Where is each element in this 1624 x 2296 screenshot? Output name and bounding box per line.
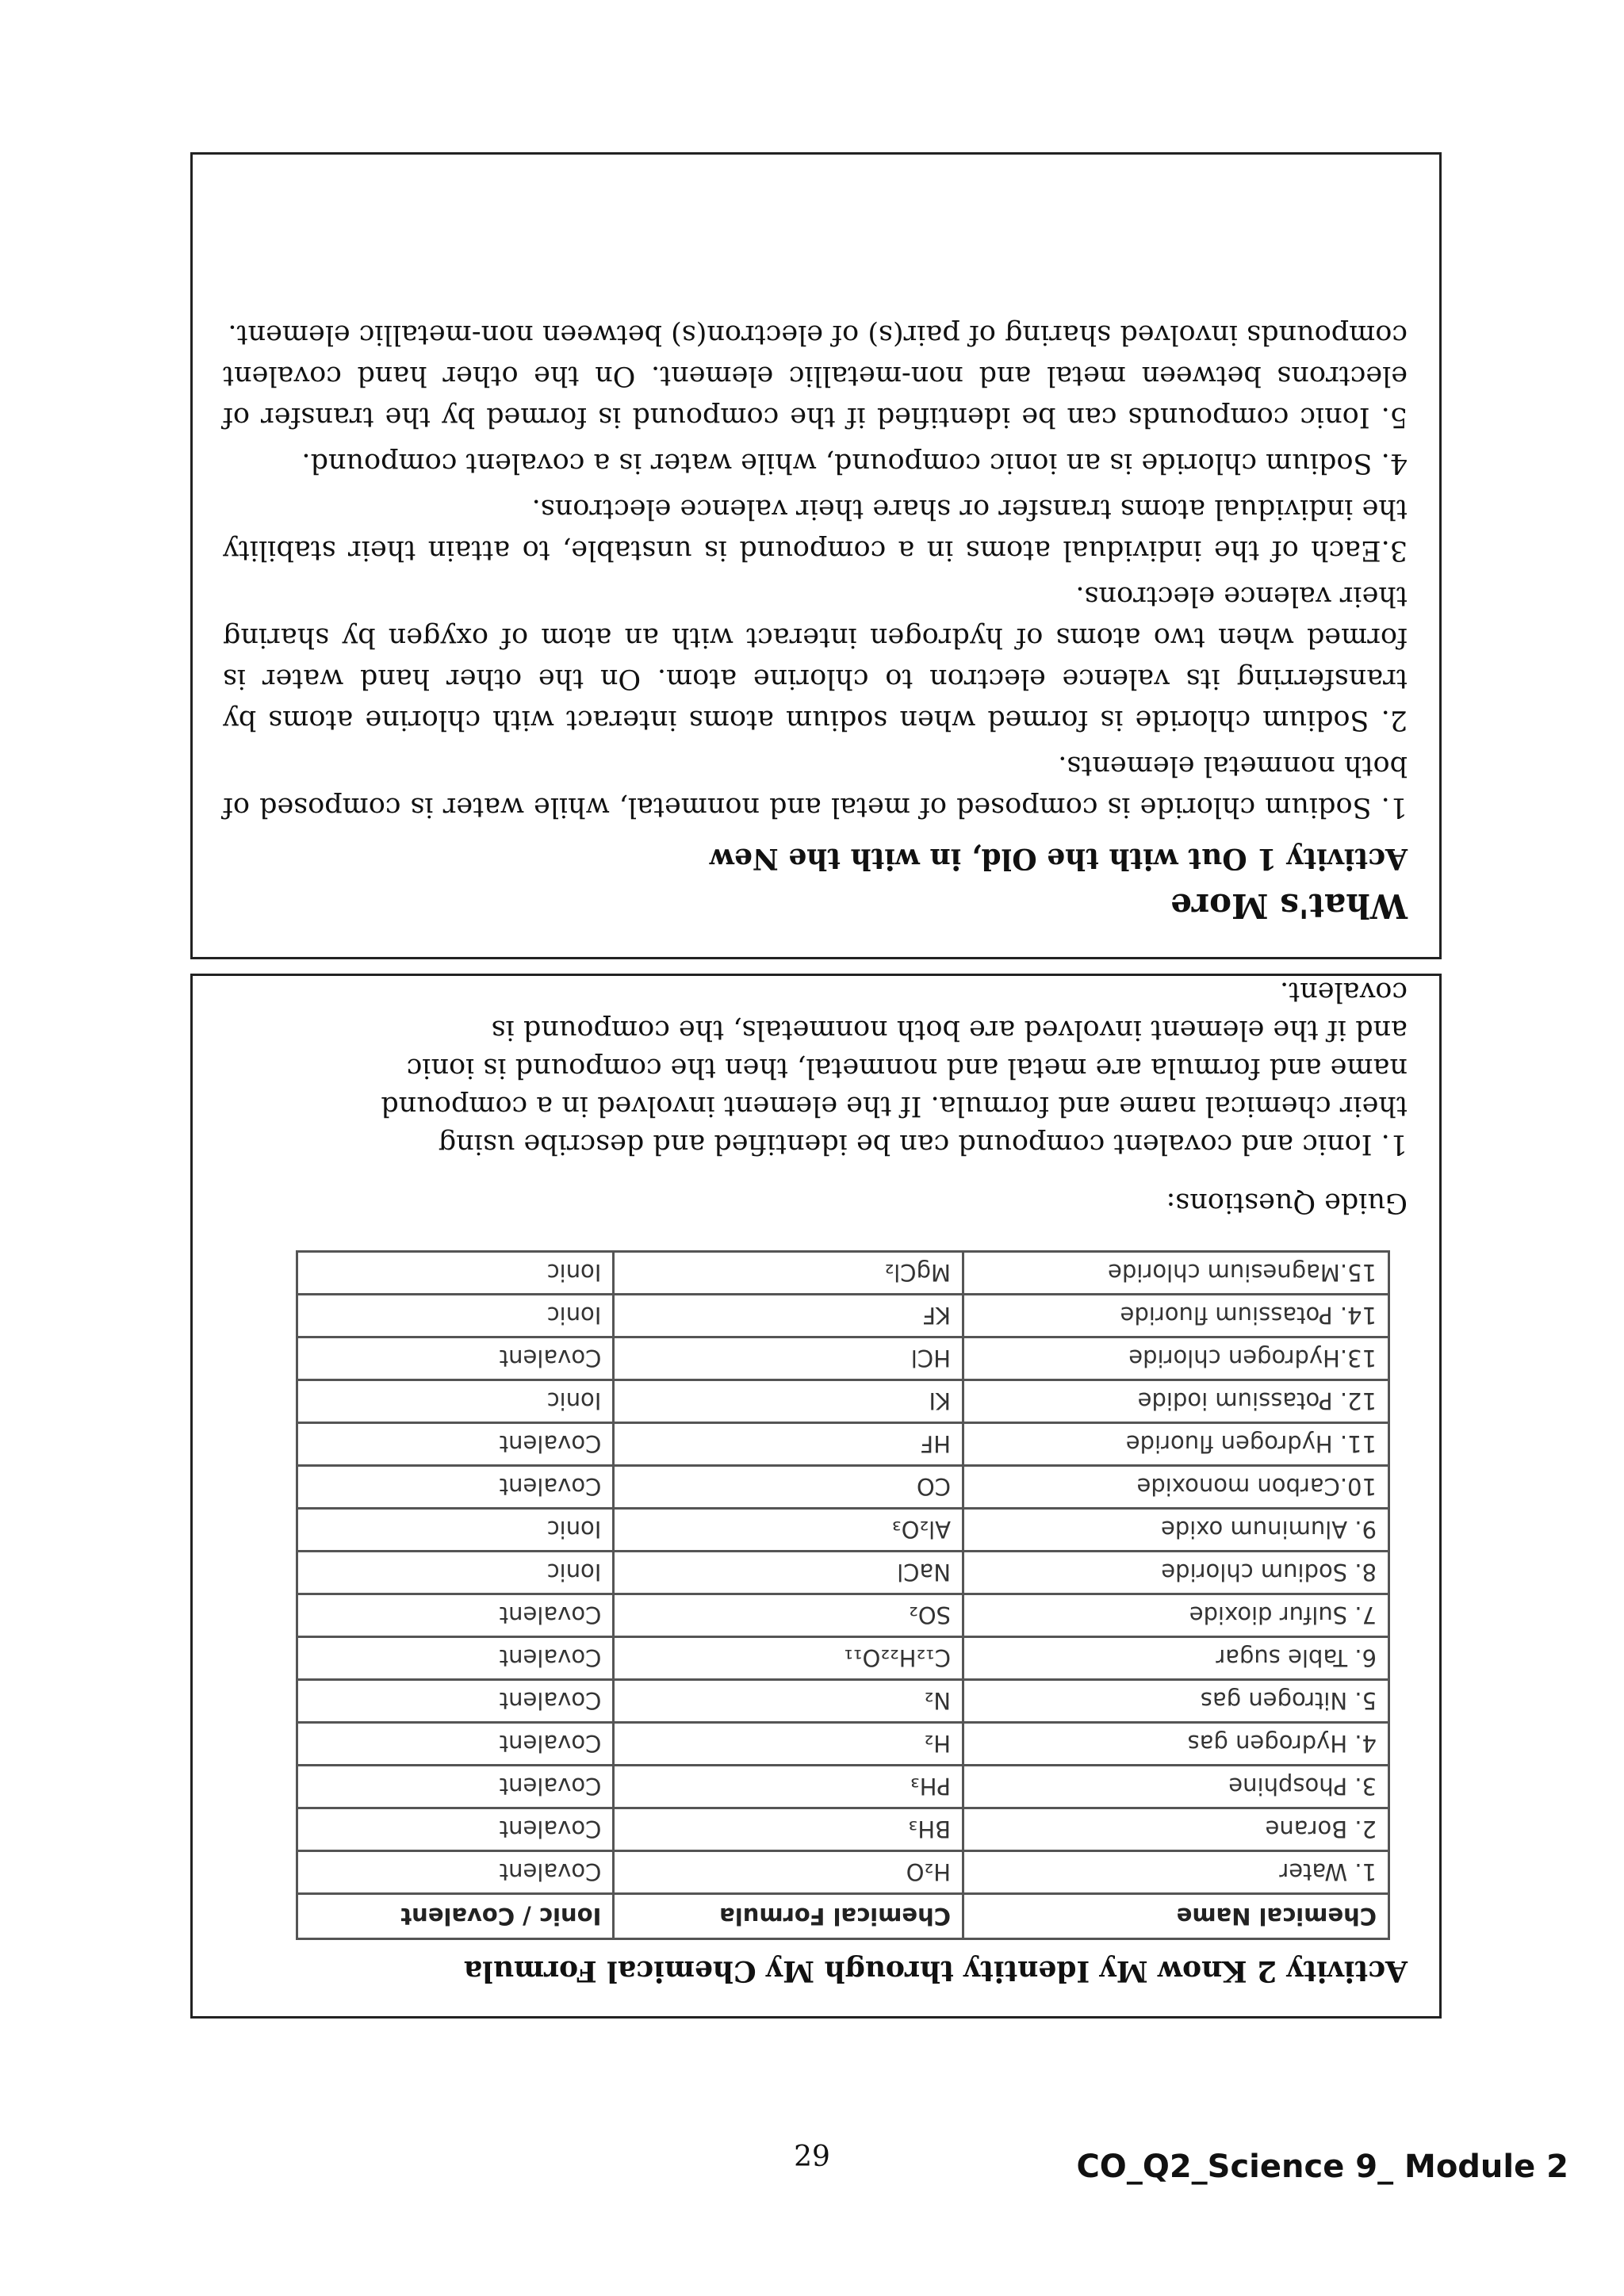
name-cell: 6. Table sugar <box>963 1637 1388 1680</box>
section-title: What's More <box>1170 886 1408 925</box>
activity2-title: Activity 2 Know My Identity through My Chemical Formula <box>463 1954 1408 1988</box>
name-cell: 12. Potassium iodide <box>963 1380 1388 1423</box>
type-cell: Ionic <box>297 1252 614 1295</box>
name-cell: 11. Hydrogen fluoride <box>963 1423 1388 1466</box>
formula-cell: H₂O <box>614 1851 963 1894</box>
table-row <box>297 1594 1389 1637</box>
table-row <box>297 1337 1389 1380</box>
type-cell: Covalent <box>297 1723 614 1766</box>
name-cell: 1. Water <box>963 1851 1388 1894</box>
formula-cell: Al₂O₃ <box>614 1509 963 1552</box>
name-cell: 2. Borane <box>963 1808 1388 1851</box>
table-row <box>297 1380 1389 1423</box>
formula-cell: HCl <box>614 1337 963 1380</box>
type-cell: Covalent <box>297 1637 614 1680</box>
formula-cell: MgCl₂ <box>614 1252 963 1295</box>
type-cell: Ionic <box>297 1552 614 1594</box>
table-body <box>297 1252 1389 1894</box>
formula-cell: HF <box>614 1423 963 1466</box>
header-chemical-name: Chemical Name <box>963 1894 1388 1939</box>
formula-cell: NaCl <box>614 1552 963 1594</box>
type-cell: Covalent <box>297 1594 614 1637</box>
activity2-section <box>190 974 1442 2019</box>
table-row <box>297 1423 1389 1466</box>
table-row <box>297 1808 1389 1851</box>
answer-list <box>223 314 1408 828</box>
activity1-title: Activity 1 Out with the Old, in with the New <box>709 842 1408 875</box>
formula-cell: SO₂ <box>614 1594 963 1637</box>
name-cell: 14. Potassium fluoride <box>963 1295 1388 1337</box>
formula-cell: H₂ <box>614 1723 963 1766</box>
formula-cell: KF <box>614 1295 963 1337</box>
module-code: CO_Q2_Science 9_ Module 2 <box>1076 2149 1568 2185</box>
table-header-row <box>297 1894 1389 1939</box>
formula-cell: CO <box>614 1466 963 1509</box>
type-cell: Ionic <box>297 1295 614 1337</box>
answer-item: 2. Sodium chloride is formed when sodium atoms interact with chlorine atoms by transferring its valence electron to chlorine atom. On the other hand water is formed when two atoms of hydrogen interact with an atom of oxygen by sharing their valence electrons. <box>223 580 1408 736</box>
table-row <box>297 1637 1389 1680</box>
type-cell: Covalent <box>297 1808 614 1851</box>
name-cell: 15.Magnesium chloride <box>963 1252 1388 1295</box>
name-cell: 13.Hydrogen chloride <box>963 1337 1388 1380</box>
header-bond-type: Ionic / Covalent <box>297 1894 614 1939</box>
type-cell: Ionic <box>297 1380 614 1423</box>
name-cell: 4. Hydrogen gas <box>963 1723 1388 1766</box>
guide-questions-label: Guide Questions: <box>1166 1187 1408 1219</box>
name-cell: 10.Carbon monoxide <box>963 1466 1388 1509</box>
name-cell: 9. Aluminum oxide <box>963 1509 1388 1552</box>
chemical-table <box>296 1250 1390 1940</box>
type-cell: Covalent <box>297 1466 614 1509</box>
type-cell: Covalent <box>297 1680 614 1723</box>
table-row <box>297 1552 1389 1594</box>
table-row <box>297 1466 1389 1509</box>
formula-cell: N₂ <box>614 1680 963 1723</box>
name-cell: 5. Nitrogen gas <box>963 1680 1388 1723</box>
table-row <box>297 1851 1389 1894</box>
type-cell: Covalent <box>297 1766 614 1808</box>
table-row <box>297 1766 1389 1808</box>
answer-item: 3.Each of the individual atoms in a compound is unstable, to attain their stability the individual atoms transfer or share their valence electrons. <box>223 493 1408 566</box>
table-row <box>297 1295 1389 1337</box>
table-row <box>297 1723 1389 1766</box>
whats-more-section <box>190 152 1442 959</box>
name-cell: 3. Phosphine <box>963 1766 1388 1808</box>
answer-item: 4. Sodium chloride is an ionic compound, while water is a covalent compound. <box>301 447 1408 479</box>
formula-cell: PH₃ <box>614 1766 963 1808</box>
type-cell: Covalent <box>297 1423 614 1466</box>
formula-cell: C₁₂H₂₂O₁₁ <box>614 1637 963 1680</box>
formula-cell: KI <box>614 1380 963 1423</box>
name-cell: 8. Sodium chloride <box>963 1552 1388 1594</box>
type-cell: Covalent <box>297 1851 614 1894</box>
guide-question: 1. Ionic and covalent compound can be identified and describe using their chemical name and formula. If the element involved in a compound name and formula are metal and nonmetal, then the compound is ionic and if the element involved are both nonmetals, the compound is covalent. <box>381 976 1408 1160</box>
table-row <box>297 1680 1389 1723</box>
name-cell: 7. Sulfur dioxide <box>963 1594 1388 1637</box>
table-row <box>297 1252 1389 1295</box>
header-chemical-formula: Chemical Formula <box>614 1894 963 1939</box>
page-number: 29 <box>794 2141 830 2173</box>
type-cell: Ionic <box>297 1509 614 1552</box>
formula-cell: BH₃ <box>614 1808 963 1851</box>
type-cell: Covalent <box>297 1337 614 1380</box>
answer-item: 5. Ionic compounds can be identified if the compound is formed by the transfer of electrons between metal and non-metallic element. On the other hand covalent compounds involved sharing of pair(s) of electron(s) between non-metallic element. <box>223 319 1408 433</box>
table-row <box>297 1509 1389 1552</box>
answer-item: 1. Sodium chloride is composed of metal and nonmetal, while water is composed of both nonmetal elements. <box>223 750 1408 823</box>
